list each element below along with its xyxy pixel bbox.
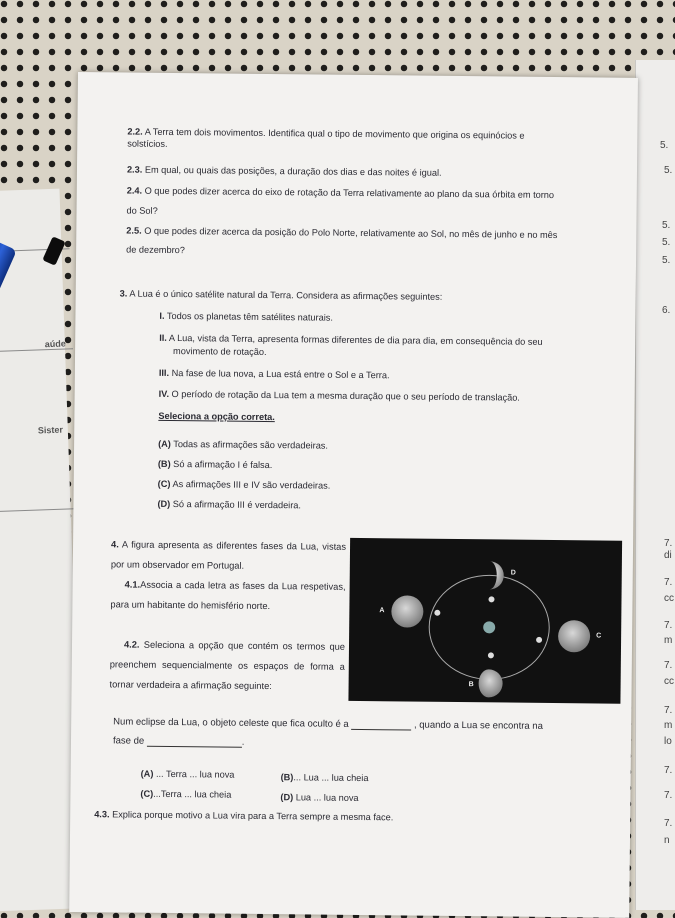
option-letter: (A) (140, 768, 154, 779)
option-text: As afirmações III e IV são verdadeiras. (170, 478, 331, 491)
question-3 (120, 288, 443, 302)
option-a[interactable] (158, 439, 328, 452)
option-text: ...Terra ... lua cheia (153, 788, 232, 800)
label-a: A (379, 607, 385, 615)
option-b[interactable] (281, 772, 369, 784)
statement-number: III. (158, 367, 170, 378)
question-number: 2.5. (126, 225, 142, 236)
eclipse-text: , quando a Lua se encontra na (413, 719, 543, 732)
crescent-moon-icon (478, 669, 502, 697)
statement-text: Todos os planetas têm satélites naturais. (164, 310, 333, 323)
question-text: Explica porque motivo a Lua vira para a Terra sempre a mesma face. (109, 809, 394, 823)
option-b[interactable] (158, 459, 272, 471)
question-text-continued: do Sol? (126, 205, 158, 216)
option-text: ... Terra ... lua nova (153, 768, 235, 780)
question-text: Seleciona a opção que contém os termos que preenchem sequencialmente os espaços de forma a tornar verdadeira a afirmação seguinte: (109, 639, 346, 692)
right-page-number: 6. (662, 305, 671, 316)
orbit-moon-marker (488, 652, 494, 658)
left-page-fragment: Sister (37, 424, 64, 436)
statement-iii (159, 368, 390, 381)
option-d[interactable] (280, 792, 358, 804)
question-number: 4.3. (94, 809, 110, 820)
option-letter: (D) (280, 792, 294, 803)
right-page-number: n (664, 835, 670, 846)
blank-1[interactable] (351, 719, 411, 731)
option-letter: (D) (157, 498, 171, 509)
option-letter: (C) (157, 478, 171, 489)
statement-number: IV. (158, 388, 170, 399)
option-letter: (B) (280, 772, 294, 783)
quarter-moon-icon (558, 620, 590, 652)
right-page-number: 5. (664, 165, 673, 176)
right-page-number: 7. (664, 660, 673, 671)
question-text-continued: de dezembro? (126, 244, 185, 256)
right-page-number: 7. (664, 818, 673, 829)
statement-text-continued: movimento de rotação. (173, 346, 267, 357)
left-page-fragment: aúde (44, 338, 67, 350)
orbit-moon-marker (488, 596, 494, 602)
moon-phases-figure (348, 538, 622, 704)
question-text-continued: solstícios. (127, 138, 168, 149)
orbit-moon-marker (434, 610, 440, 616)
statement-text: Na fase de lua nova, a Lua está entre o Sol e a Terra. (169, 367, 390, 381)
option-d[interactable] (157, 499, 301, 512)
option-c[interactable] (158, 479, 331, 492)
orbit-moon-marker (536, 637, 542, 643)
question-2-5 (126, 226, 557, 242)
question-number: 4.1. (124, 579, 141, 590)
right-page-number: 7. (664, 577, 673, 588)
question-text: A Lua é o único satélite natural da Terra. Considera as afirmações seguintes: (127, 288, 443, 302)
question-text: O que podes dizer acerca do eixo de rotação da Terra relativamente ao plano da sua órbita em torno (142, 185, 555, 200)
right-page-number: 7. (664, 765, 673, 776)
question-text: Associa a cada letra as fases da Lua respetivas, para um habitante do hemisfério norte. (110, 579, 346, 612)
statement-text: O período de rotação da Lua tem a mesma duração que o seu período de translação. (168, 388, 520, 403)
right-page (635, 60, 675, 910)
right-page-number: 5. (660, 140, 669, 151)
right-page-number: 5. (662, 255, 671, 266)
statement-i (159, 311, 333, 324)
right-page-number: di (664, 550, 672, 561)
statement-number: I. (159, 310, 165, 321)
question-number: 2.4. (126, 185, 143, 196)
option-text: Lua ... lua nova (293, 792, 359, 803)
right-page-number: m (664, 635, 673, 646)
statement-text: A Lua, vista da Terra, apresenta formas diferentes de dia para dia, em consequência do seu (166, 332, 543, 347)
right-page-number: 7. (664, 790, 673, 801)
question-2-4 (127, 186, 554, 201)
option-letter: (C) (140, 788, 154, 799)
eclipse-text: Num eclipse da Lua, o objeto celeste que fica oculto é a (113, 716, 349, 730)
full-moon-icon (391, 595, 423, 627)
question-4 (111, 534, 346, 576)
instruction: Seleciona a opção correta. (158, 410, 275, 423)
eclipse-text: fase de (112, 735, 145, 747)
statement-number: II. (159, 332, 167, 343)
question-2-3 (127, 165, 442, 179)
worksheet-page (69, 72, 638, 918)
label-c: C (596, 632, 602, 640)
moon-phases-diagram (348, 538, 622, 704)
right-page-number: lo (664, 736, 672, 747)
question-number: 2.2. (127, 126, 143, 137)
option-a[interactable] (141, 769, 235, 781)
option-letter: (A) (158, 438, 171, 449)
option-letter: (B) (157, 458, 171, 469)
blank-2[interactable] (147, 736, 242, 748)
option-c[interactable] (140, 789, 231, 801)
question-number: 3. (119, 288, 128, 299)
question-number: 4. (111, 539, 119, 550)
option-text: Só a afirmação III é verdadeira. (170, 498, 302, 511)
option-text: ... Lua ... lua cheia (293, 772, 369, 784)
earth-icon (483, 621, 495, 633)
question-number: 2.3. (126, 164, 143, 175)
question-4-1 (110, 574, 345, 616)
question-text: Em qual, ou quais das posições, a duração dos dias e das noites é igual. (142, 164, 442, 178)
right-page-number: 7. (664, 620, 673, 631)
right-page-number: m (664, 720, 673, 731)
option-text: Só a afirmação I é falsa. (170, 458, 273, 471)
label-d: D (510, 569, 516, 577)
eclipse-sentence (113, 716, 543, 731)
eclipse-sentence-line2: fase de . (112, 735, 245, 748)
question-4-2 (109, 634, 345, 696)
question-text: A figura apresenta as diferentes fases da Lua, vistas por um observador em Portugal. (110, 539, 347, 571)
label-b: B (468, 681, 474, 689)
option-text: Todas as afirmações são verdadeiras. (170, 438, 329, 451)
question-number: 4.2. (123, 639, 140, 650)
question-text: O que podes dizer acerca da posição do Polo Norte, relativamente ao Sol, no mês de junho e no mês (141, 225, 558, 241)
question-2-2 (127, 127, 524, 142)
right-page-number: cc (664, 676, 674, 687)
right-page-number: 5. (662, 220, 671, 231)
question-text: A Terra tem dois movimentos. Identifica qual o tipo de movimento que origina os equinócios e (142, 126, 525, 141)
statement-iv (159, 389, 520, 404)
right-page-number: 7. (664, 538, 673, 549)
right-page-number: 7. (664, 705, 673, 716)
question-4-3 (94, 809, 393, 823)
right-page-number: 5. (662, 237, 671, 248)
right-page-number: cc (664, 593, 674, 604)
